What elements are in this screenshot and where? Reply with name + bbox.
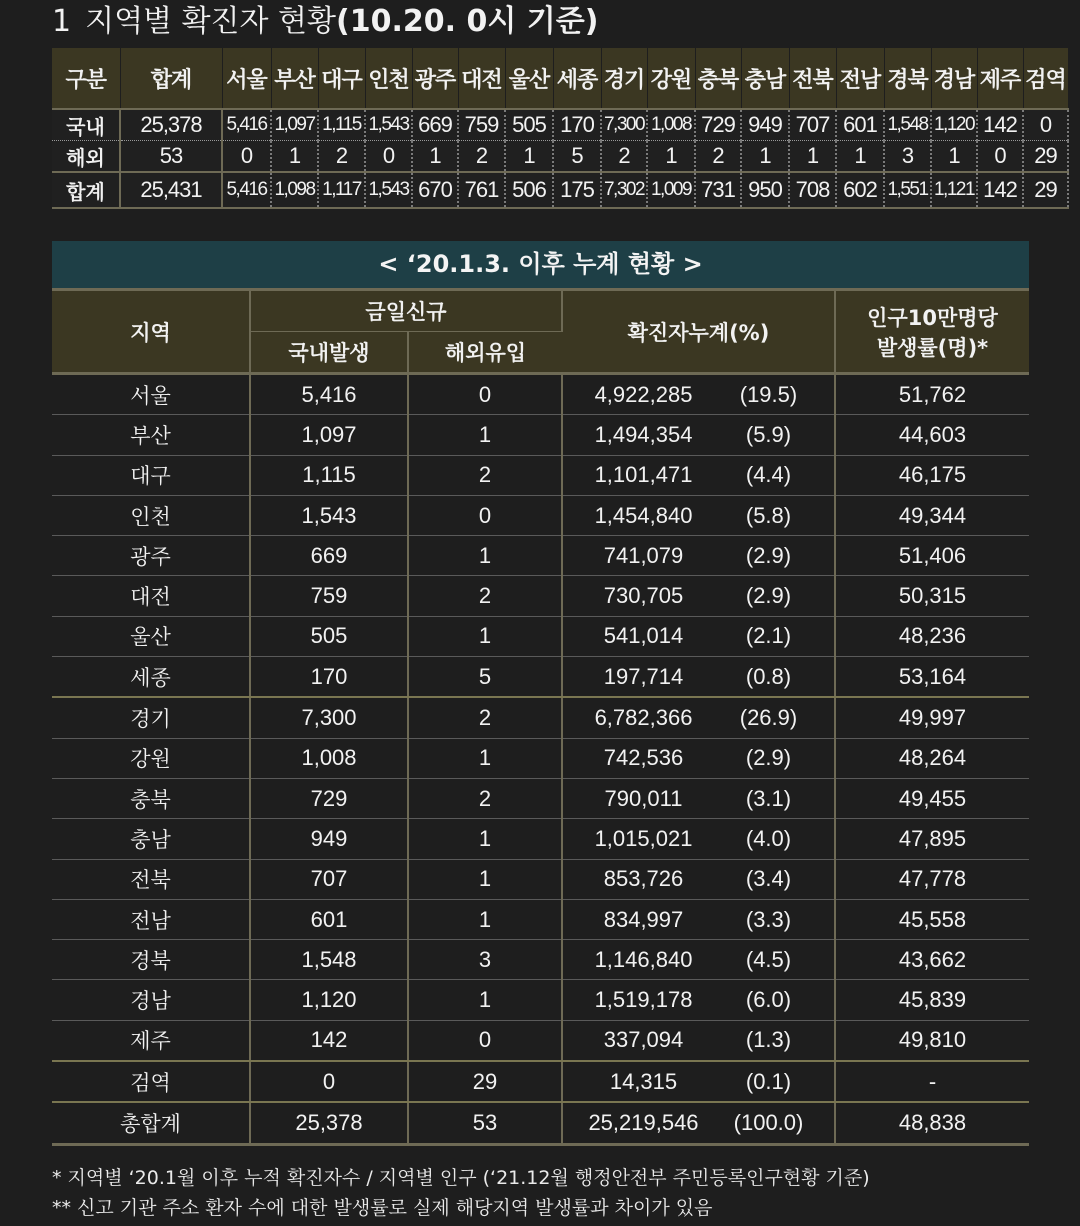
summary-cell: 506	[505, 172, 553, 208]
rate-cell: 49,455	[835, 778, 1029, 818]
rate-cell: 44,603	[835, 415, 1029, 455]
summary-cell: 142	[977, 172, 1023, 208]
cumulative-value: 541,014	[603, 623, 684, 649]
summary-cell: 1,098	[271, 172, 318, 208]
domestic-cell: 5,416	[250, 374, 408, 415]
header-domestic: 국내발생	[250, 332, 408, 374]
table-row	[52, 415, 1029, 455]
summary-row-label: 해외	[52, 141, 120, 173]
summary-cell: 1,543	[365, 172, 412, 208]
region-cell: 경북	[52, 940, 250, 980]
summary-row	[52, 172, 1068, 208]
table-row	[52, 819, 1029, 859]
section-number: 1	[52, 4, 72, 39]
table-row	[52, 940, 1029, 980]
region-cell: 검역	[52, 1061, 250, 1102]
cumulative-section	[52, 241, 1029, 1146]
domestic-cell: 1,097	[250, 415, 408, 455]
region-cell: 울산	[52, 616, 250, 656]
footnote-1: * 지역별 ‘20.1월 이후 누적 확진자수 / 지역별 인구 (‘21.12월 행정안전부 주민등록인구현황 기준)	[52, 1167, 870, 1189]
rate-header-line1: 인구10만명당	[867, 305, 998, 330]
cumulative-value: 742,536	[603, 745, 684, 771]
summary-header-cell: 전남	[836, 48, 884, 109]
cumulative-percent: (5.9)	[745, 421, 792, 447]
summary-cell: 670	[412, 172, 458, 208]
domestic-cell: 170	[250, 657, 408, 698]
overseas-cell: 1	[408, 980, 562, 1020]
region-cell: 세종	[52, 657, 250, 698]
summary-cell: 1,117	[318, 172, 365, 208]
cumulative-percent: (19.5)	[739, 381, 798, 407]
overseas-cell: 5	[408, 657, 562, 698]
domestic-cell: 505	[250, 616, 408, 656]
region-cell: 대구	[52, 455, 250, 495]
rate-cell: 47,778	[835, 859, 1029, 899]
cumulative-cell	[562, 374, 835, 415]
summary-cell: 5,416	[222, 109, 271, 141]
region-cell: 전북	[52, 859, 250, 899]
cumulative-percent: (0.1)	[745, 1068, 792, 1094]
overseas-cell: 53	[408, 1102, 562, 1145]
summary-cell: 1,551	[884, 172, 931, 208]
overseas-cell: 2	[408, 778, 562, 818]
summary-cell: 1,543	[365, 109, 412, 141]
table-row	[52, 536, 1029, 576]
cumulative-cell	[562, 415, 835, 455]
domestic-cell: 1,543	[250, 495, 408, 535]
rate-cell: 53,164	[835, 657, 1029, 698]
summary-header-cell: 강원	[647, 48, 695, 109]
summary-cell: 729	[695, 109, 741, 141]
summary-row	[52, 141, 1068, 173]
summary-cell: 1,115	[318, 109, 365, 141]
cumulative-cell	[562, 738, 835, 778]
domestic-cell: 669	[250, 536, 408, 576]
region-cell: 전남	[52, 899, 250, 939]
cumulative-percent: (3.1)	[745, 785, 792, 811]
region-cell: 경남	[52, 980, 250, 1020]
summary-cell: 1	[789, 141, 836, 173]
domestic-cell: 25,378	[250, 1102, 408, 1145]
table-row	[52, 859, 1029, 899]
rate-cell: 46,175	[835, 455, 1029, 495]
summary-cell: 5,416	[222, 172, 271, 208]
rate-cell: 48,264	[835, 738, 1029, 778]
cumulative-value: 1,454,840	[594, 502, 693, 528]
summary-header-cell: 광주	[412, 48, 458, 109]
table-row	[52, 657, 1029, 698]
cumulative-value: 6,782,366	[594, 705, 693, 731]
overseas-cell: 2	[408, 455, 562, 495]
rate-cell: 45,839	[835, 980, 1029, 1020]
summary-cell: 1,097	[271, 109, 318, 141]
cumulative-percent: (26.9)	[739, 705, 798, 731]
overseas-cell: 1	[408, 859, 562, 899]
cumulative-value: 197,714	[603, 663, 684, 689]
cumulative-percent: (4.5)	[745, 946, 792, 972]
cumulative-cell	[562, 495, 835, 535]
table-row	[52, 1102, 1029, 1145]
summary-cell: 7,302	[601, 172, 647, 208]
summary-cell: 29	[1023, 141, 1068, 173]
summary-cell: 602	[836, 172, 884, 208]
cumulative-value: 1,519,178	[594, 987, 693, 1013]
overseas-cell: 2	[408, 576, 562, 616]
rate-cell: 47,895	[835, 819, 1029, 859]
table-row	[52, 374, 1029, 415]
cumulative-percent: (4.0)	[745, 825, 792, 851]
rate-cell: 51,762	[835, 374, 1029, 415]
cumulative-cell	[562, 1061, 835, 1102]
cumulative-cell	[562, 1020, 835, 1061]
rate-cell: 51,406	[835, 536, 1029, 576]
summary-header-cell: 경남	[931, 48, 977, 109]
rate-cell: 48,838	[835, 1102, 1029, 1145]
cumulative-cell	[562, 940, 835, 980]
summary-cell: 1,009	[647, 172, 695, 208]
cumulative-value: 1,494,354	[594, 421, 693, 447]
summary-cell: 175	[553, 172, 601, 208]
footnotes	[52, 1163, 870, 1223]
summary-cell: 1,121	[931, 172, 977, 208]
summary-header-cell: 서울	[222, 48, 271, 109]
summary-cell: 1,120	[931, 109, 977, 141]
overseas-cell: 0	[408, 1020, 562, 1061]
table-row	[52, 616, 1029, 656]
summary-header-cell: 합계	[120, 48, 222, 109]
summary-cell: 142	[977, 109, 1023, 141]
summary-header-cell: 대구	[318, 48, 365, 109]
summary-cell: 1,548	[884, 109, 931, 141]
rate-cell: 50,315	[835, 576, 1029, 616]
summary-cell: 2	[695, 141, 741, 173]
summary-cell: 1	[505, 141, 553, 173]
rate-cell: -	[835, 1061, 1029, 1102]
summary-cell: 949	[741, 109, 789, 141]
cumulative-percent: (3.3)	[745, 906, 792, 932]
table-row	[52, 455, 1029, 495]
cumulative-value: 1,146,840	[594, 946, 693, 972]
summary-header-cell: 충북	[695, 48, 741, 109]
title-text: 지역별 확진자 현황	[85, 4, 337, 39]
domestic-cell: 1,115	[250, 455, 408, 495]
footnote-2: ** 신고 기관 주소 환자 수에 대한 발생률로 실제 해당지역 발생률과 차이가 있음	[52, 1197, 713, 1219]
cumulative-cell	[562, 980, 835, 1020]
summary-cell: 707	[789, 109, 836, 141]
region-cell: 강원	[52, 738, 250, 778]
summary-cell: 1	[931, 141, 977, 173]
region-cell: 대전	[52, 576, 250, 616]
cumulative-percent: (4.4)	[745, 462, 792, 488]
rate-cell: 45,558	[835, 899, 1029, 939]
summary-total-cell: 25,378	[120, 109, 222, 141]
summary-cell: 2	[601, 141, 647, 173]
summary-total-cell: 25,431	[120, 172, 222, 208]
cumulative-cell	[562, 899, 835, 939]
rate-cell: 49,344	[835, 495, 1029, 535]
region-cell: 인천	[52, 495, 250, 535]
cumulative-percent: (0.8)	[745, 663, 792, 689]
rate-cell: 49,997	[835, 697, 1029, 738]
cumulative-percent: (6.0)	[745, 987, 792, 1013]
table-row	[52, 899, 1029, 939]
summary-header-cell: 인천	[365, 48, 412, 109]
domestic-cell: 601	[250, 899, 408, 939]
overseas-cell: 3	[408, 940, 562, 980]
summary-cell: 601	[836, 109, 884, 141]
cumulative-cell	[562, 859, 835, 899]
domestic-cell: 759	[250, 576, 408, 616]
cumulative-value: 1,101,471	[594, 462, 693, 488]
overseas-cell: 1	[408, 738, 562, 778]
cumulative-percent: (2.9)	[745, 542, 792, 568]
table-row	[52, 576, 1029, 616]
domestic-cell: 707	[250, 859, 408, 899]
overseas-cell: 1	[408, 819, 562, 859]
region-cell: 제주	[52, 1020, 250, 1061]
summary-cell: 731	[695, 172, 741, 208]
rate-cell: 48,236	[835, 616, 1029, 656]
cumulative-cell	[562, 697, 835, 738]
domestic-cell: 729	[250, 778, 408, 818]
title-suffix: (10.20. 0시 기준)	[336, 4, 599, 39]
summary-cell: 7,300	[601, 109, 647, 141]
cumulative-percent: (2.9)	[745, 583, 792, 609]
cumulative-cell	[562, 616, 835, 656]
cumulative-value: 741,079	[603, 542, 684, 568]
region-cell: 충남	[52, 819, 250, 859]
summary-cell: 1	[741, 141, 789, 173]
table-row	[52, 697, 1029, 738]
summary-row-label: 국내	[52, 109, 120, 141]
summary-cell: 708	[789, 172, 836, 208]
summary-cell: 29	[1023, 172, 1068, 208]
summary-cell: 2	[318, 141, 365, 173]
summary-cell: 3	[884, 141, 931, 173]
cumulative-percent: (5.8)	[745, 502, 792, 528]
table-row	[52, 778, 1029, 818]
summary-header-cell: 구분	[52, 48, 120, 109]
summary-header-cell: 충남	[741, 48, 789, 109]
cumulative-percent: (1.3)	[745, 1027, 792, 1053]
domestic-cell: 1,120	[250, 980, 408, 1020]
cumulative-percent: (2.9)	[745, 745, 792, 771]
overseas-cell: 0	[408, 495, 562, 535]
table-row	[52, 738, 1029, 778]
cumulative-percent: (3.4)	[745, 866, 792, 892]
summary-cell: 505	[505, 109, 553, 141]
summary-cell: 0	[977, 141, 1023, 173]
summary-cell: 2	[458, 141, 505, 173]
cumulative-cell	[562, 819, 835, 859]
page-title	[52, 2, 598, 42]
region-summary-table	[52, 48, 1069, 209]
cumulative-value: 730,705	[603, 583, 684, 609]
summary-row	[52, 109, 1068, 141]
cumulative-value: 4,922,285	[594, 381, 693, 407]
cumulative-cell	[562, 455, 835, 495]
rate-header-line2: 발생률(명)*	[876, 335, 989, 360]
overseas-cell: 1	[408, 616, 562, 656]
summary-cell: 0	[365, 141, 412, 173]
rate-cell: 49,810	[835, 1020, 1029, 1061]
cumulative-cell	[562, 536, 835, 576]
region-cell: 부산	[52, 415, 250, 455]
summary-header-cell: 경북	[884, 48, 931, 109]
cumulative-value: 14,315	[609, 1068, 678, 1094]
summary-header-cell: 경기	[601, 48, 647, 109]
header-incidence-rate	[835, 291, 1029, 374]
header-today-new: 금일신규	[250, 291, 562, 332]
region-cell: 경기	[52, 697, 250, 738]
cumulative-cell	[562, 657, 835, 698]
summary-header-cell: 대전	[458, 48, 505, 109]
summary-cell: 1	[836, 141, 884, 173]
summary-header-cell: 울산	[505, 48, 553, 109]
summary-cell: 1,008	[647, 109, 695, 141]
cumulative-cell	[562, 576, 835, 616]
cumulative-cell	[562, 1102, 835, 1145]
summary-cell: 950	[741, 172, 789, 208]
region-cell: 충북	[52, 778, 250, 818]
region-cell: 서울	[52, 374, 250, 415]
summary-cell: 1	[271, 141, 318, 173]
cumulative-value: 25,219,546	[588, 1110, 699, 1136]
summary-cell: 761	[458, 172, 505, 208]
cumulative-caption: < ‘20.1.3. 이후 누계 현황 >	[52, 241, 1029, 291]
summary-cell: 1	[647, 141, 695, 173]
domestic-cell: 7,300	[250, 697, 408, 738]
cumulative-value: 834,997	[603, 906, 684, 932]
summary-row-label: 합계	[52, 172, 120, 208]
overseas-cell: 29	[408, 1061, 562, 1102]
overseas-cell: 1	[408, 536, 562, 576]
domestic-cell: 1,008	[250, 738, 408, 778]
header-overseas: 해외유입	[408, 332, 562, 374]
overseas-cell: 0	[408, 374, 562, 415]
overseas-cell: 1	[408, 415, 562, 455]
cumulative-percent: (100.0)	[733, 1110, 804, 1136]
cumulative-value: 1,015,021	[594, 825, 693, 851]
summary-cell: 669	[412, 109, 458, 141]
cumulative-value: 790,011	[604, 785, 683, 811]
table-row	[52, 1020, 1029, 1061]
domestic-cell: 0	[250, 1061, 408, 1102]
summary-total-cell: 53	[120, 141, 222, 173]
overseas-cell: 2	[408, 697, 562, 738]
summary-cell: 5	[553, 141, 601, 173]
summary-header-cell: 부산	[271, 48, 318, 109]
header-region: 지역	[52, 291, 250, 374]
rate-cell: 43,662	[835, 940, 1029, 980]
region-cell: 광주	[52, 536, 250, 576]
summary-header-cell: 검역	[1023, 48, 1068, 109]
summary-cell: 170	[553, 109, 601, 141]
summary-header-cell: 전북	[789, 48, 836, 109]
overseas-cell: 1	[408, 899, 562, 939]
table-row	[52, 980, 1029, 1020]
domestic-cell: 142	[250, 1020, 408, 1061]
header-cumulative: 확진자누계(%)	[562, 291, 835, 374]
summary-cell: 1	[412, 141, 458, 173]
summary-header-row	[52, 48, 1068, 109]
summary-cell: 759	[458, 109, 505, 141]
table-row	[52, 1061, 1029, 1102]
cumulative-percent: (2.1)	[745, 623, 792, 649]
summary-header-cell: 제주	[977, 48, 1023, 109]
region-cell: 총합계	[52, 1102, 250, 1145]
cumulative-cell	[562, 778, 835, 818]
domestic-cell: 1,548	[250, 940, 408, 980]
cumulative-value: 853,726	[603, 866, 684, 892]
domestic-cell: 949	[250, 819, 408, 859]
table-row	[52, 495, 1029, 535]
cumulative-value: 337,094	[603, 1027, 684, 1053]
summary-header-cell: 세종	[553, 48, 601, 109]
summary-cell: 0	[222, 141, 271, 173]
cumulative-table	[52, 291, 1029, 1146]
summary-cell: 0	[1023, 109, 1068, 141]
